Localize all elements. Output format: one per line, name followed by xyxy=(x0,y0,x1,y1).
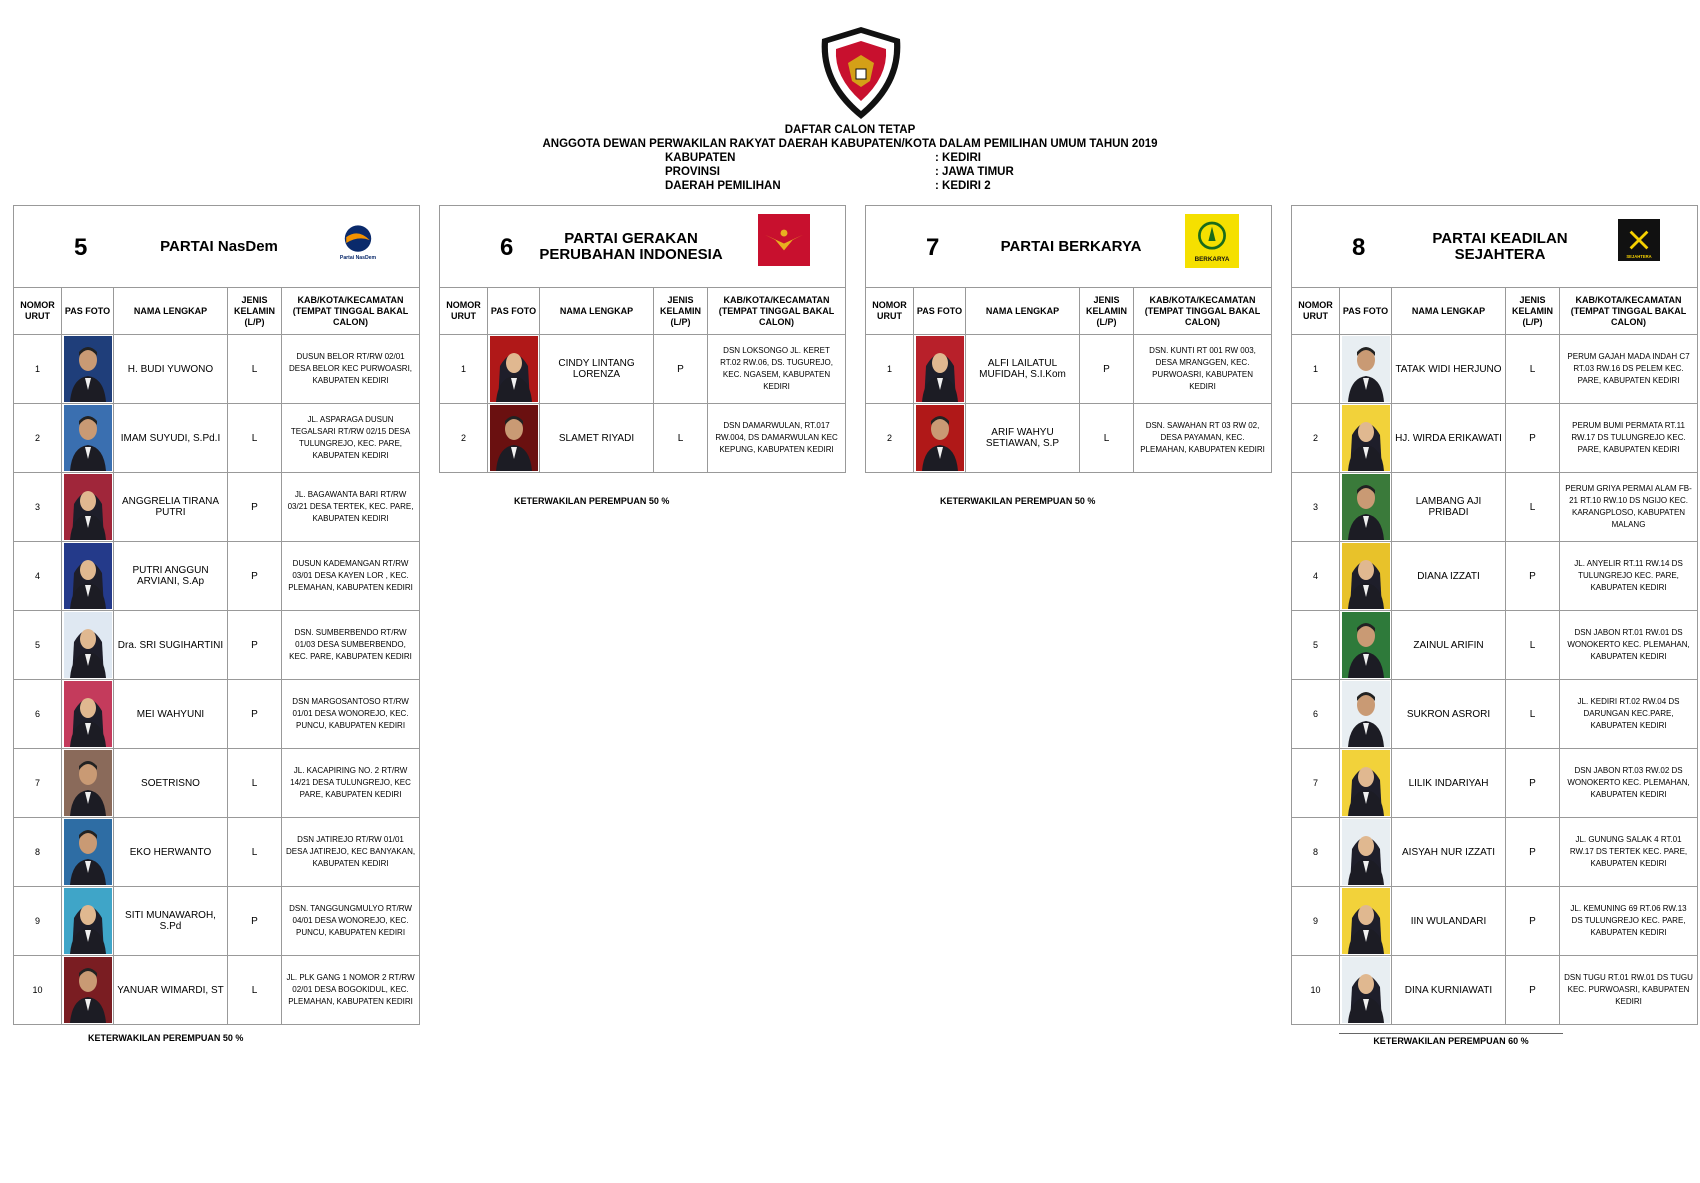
party-number: 6 xyxy=(500,234,514,261)
candidate-row xyxy=(14,680,420,749)
party-name: PARTAI KEADILAN SEJAHTERA xyxy=(1432,229,1568,263)
candidate-table xyxy=(439,205,846,473)
meta-key: KABUPATEN xyxy=(665,152,736,164)
col-header-name: NAMA LENGKAP xyxy=(114,288,228,335)
candidate-photo xyxy=(64,405,112,471)
doc-meta xyxy=(665,151,1014,193)
candidate-row xyxy=(14,887,420,956)
candidate-sex: P xyxy=(1506,818,1560,887)
women-representation-note: KETERWAKILAN PEREMPUAN 50 % xyxy=(88,1033,244,1043)
candidate-name: HJ. WIRDA ERIKAWATI xyxy=(1392,404,1506,473)
party-banner xyxy=(14,206,420,288)
nasdem-logo xyxy=(336,218,380,268)
candidate-name: DINA KURNIAWATI xyxy=(1392,956,1506,1025)
candidate-number: 10 xyxy=(1292,956,1340,1025)
candidate-sex: P xyxy=(228,680,282,749)
candidate-sex: L xyxy=(228,404,282,473)
document-header xyxy=(0,123,1700,151)
meta-row xyxy=(665,165,1014,179)
candidate-name: ALFI LAILATUL MUFIDAH, S.I.Kom xyxy=(966,335,1080,404)
candidate-number: 10 xyxy=(14,956,62,1025)
candidate-sex: L xyxy=(228,956,282,1025)
candidate-sex: P xyxy=(228,542,282,611)
candidate-sex: P xyxy=(654,335,708,404)
candidate-address: JL. KACAPIRING NO. 2 RT/RW 14/21 DESA TULUNGREJO, KEC PARE, KABUPATEN KEDIRI xyxy=(282,749,420,818)
party-banner-row xyxy=(866,206,1272,288)
candidate-photo-cell xyxy=(62,404,114,473)
candidate-address: DSN MARGOSANTOSO RT/RW 01/01 DESA WONOREJO, KEC. PUNCU, KABUPATEN KEDIRI xyxy=(282,680,420,749)
candidate-row xyxy=(14,611,420,680)
women-representation-note: KETERWAKILAN PEREMPUAN 60 % xyxy=(1339,1033,1563,1046)
candidate-name: DIANA IZZATI xyxy=(1392,542,1506,611)
candidate-photo xyxy=(64,750,112,816)
candidate-row xyxy=(866,335,1272,404)
candidate-number: 6 xyxy=(1292,680,1340,749)
candidate-address: DSN DAMARWULAN, RT.017 RW.004, DS DAMARWULAN KEC KEPUNG, KABUPATEN KEDIRI xyxy=(708,404,846,473)
candidate-photo-cell xyxy=(62,887,114,956)
candidate-sex: L xyxy=(228,818,282,887)
party-banner xyxy=(1292,206,1698,288)
candidate-sex: L xyxy=(1506,611,1560,680)
candidate-number: 3 xyxy=(14,473,62,542)
pks-logo xyxy=(1618,216,1660,264)
candidate-address: DUSUN KADEMANGAN RT/RW 03/01 DESA KAYEN LOR , KEC. PLEMAHAN, KABUPATEN KEDIRI xyxy=(282,542,420,611)
party-panel-7 xyxy=(865,205,1271,473)
candidate-address: DSN. SAWAHAN RT 03 RW 02, DESA PAYAMAN, KEC. PLEMAHAN, KABUPATEN KEDIRI xyxy=(1134,404,1272,473)
candidate-photo-cell xyxy=(1340,680,1392,749)
candidate-photo xyxy=(1342,750,1390,816)
party-banner-row xyxy=(440,206,846,288)
candidate-row xyxy=(1292,542,1698,611)
candidate-photo-cell xyxy=(1340,818,1392,887)
candidate-name: ARIF WAHYU SETIAWAN, S.P xyxy=(966,404,1080,473)
candidate-row xyxy=(1292,473,1698,542)
candidate-number: 1 xyxy=(440,335,488,404)
candidate-row xyxy=(1292,956,1698,1025)
candidate-photo-cell xyxy=(62,749,114,818)
candidate-photo xyxy=(64,957,112,1023)
col-header-name: NAMA LENGKAP xyxy=(966,288,1080,335)
candidate-name: SITI MUNAWAROH, S.Pd xyxy=(114,887,228,956)
candidate-photo xyxy=(1342,336,1390,402)
meta-key: PROVINSI xyxy=(665,166,720,178)
candidate-number: 3 xyxy=(1292,473,1340,542)
candidate-photo-cell xyxy=(62,680,114,749)
candidate-number: 2 xyxy=(866,404,914,473)
candidate-sex: P xyxy=(1506,542,1560,611)
candidate-name: MEI WAHYUNI xyxy=(114,680,228,749)
candidate-row xyxy=(866,404,1272,473)
party-banner-row xyxy=(14,206,420,288)
candidate-photo-cell xyxy=(914,335,966,404)
candidate-photo xyxy=(490,336,538,402)
col-header-name: NAMA LENGKAP xyxy=(1392,288,1506,335)
candidate-number: 5 xyxy=(1292,611,1340,680)
candidate-number: 8 xyxy=(14,818,62,887)
candidate-number: 7 xyxy=(1292,749,1340,818)
party-banner xyxy=(440,206,846,288)
meta-value: : JAWA TIMUR xyxy=(935,166,1014,178)
candidate-number: 2 xyxy=(1292,404,1340,473)
column-header-row xyxy=(1292,288,1698,335)
candidate-address: PERUM GAJAH MADA INDAH C7 RT.03 RW.16 DS PELEM KEC. PARE, KABUPATEN KEDIRI xyxy=(1560,335,1698,404)
candidate-address: PERUM GRIYA PERMAI ALAM FB-21 RT.10 RW.10 DS NGIJO KEC. KARANGPLOSO, KABUPATEN MALANG xyxy=(1560,473,1698,542)
col-header-sex: JENIS KELAMIN (L/P) xyxy=(1080,288,1134,335)
candidate-row xyxy=(14,956,420,1025)
candidate-number: 1 xyxy=(866,335,914,404)
candidate-photo xyxy=(64,888,112,954)
svg-text:Partai NasDem: Partai NasDem xyxy=(339,255,377,262)
candidate-photo xyxy=(490,405,538,471)
candidate-row xyxy=(1292,611,1698,680)
candidate-photo-cell xyxy=(62,473,114,542)
candidate-sex: P xyxy=(1506,887,1560,956)
candidate-sex: L xyxy=(1506,335,1560,404)
candidate-address: DSN. TANGGUNGMULYO RT/RW 04/01 DESA WONOREJO, KEC. PUNCU, KABUPATEN KEDIRI xyxy=(282,887,420,956)
candidate-row xyxy=(440,335,846,404)
candidate-table xyxy=(13,205,420,1025)
candidate-sex: P xyxy=(1080,335,1134,404)
column-header-row xyxy=(866,288,1272,335)
candidate-photo xyxy=(64,819,112,885)
candidate-number: 5 xyxy=(14,611,62,680)
candidate-row xyxy=(1292,818,1698,887)
col-header-name: NAMA LENGKAP xyxy=(540,288,654,335)
candidate-name: LAMBANG AJI PRIBADI xyxy=(1392,473,1506,542)
col-header-no: NOMOR URUT xyxy=(866,288,914,335)
col-header-addr: KAB/KOTA/KECAMATAN (TEMPAT TINGGAL BAKAL CALON) xyxy=(1560,288,1698,335)
candidate-photo-cell xyxy=(1340,956,1392,1025)
candidate-photo-cell xyxy=(1340,611,1392,680)
candidate-name: CINDY LINTANG LORENZA xyxy=(540,335,654,404)
party-number: 7 xyxy=(926,234,940,261)
candidate-row xyxy=(14,404,420,473)
candidate-photo xyxy=(916,336,964,402)
candidate-number: 6 xyxy=(14,680,62,749)
candidate-photo xyxy=(1342,612,1390,678)
meta-row xyxy=(665,179,1014,193)
candidate-address: DSN TUGU RT.01 RW.01 DS TUGU KEC. PURWOASRI, KABUPATEN KEDIRI xyxy=(1560,956,1698,1025)
candidate-row xyxy=(14,335,420,404)
candidate-row xyxy=(14,749,420,818)
candidate-row xyxy=(1292,887,1698,956)
candidate-number: 2 xyxy=(440,404,488,473)
berkarya-logo xyxy=(1184,214,1240,268)
candidate-name: TATAK WIDI HERJUNO xyxy=(1392,335,1506,404)
women-representation-note: KETERWAKILAN PEREMPUAN 50 % xyxy=(514,496,670,506)
candidate-address: DSN JATIREJO RT/RW 01/01 DESA JATIREJO, KEC BANYAKAN, KABUPATEN KEDIRI xyxy=(282,818,420,887)
candidate-name: H. BUDI YUWONO xyxy=(114,335,228,404)
candidate-photo xyxy=(1342,957,1390,1023)
candidate-number: 9 xyxy=(1292,887,1340,956)
col-header-no: NOMOR URUT xyxy=(14,288,62,335)
meta-value: : KEDIRI 2 xyxy=(935,180,991,192)
candidate-name: Dra. SRI SUGIHARTINI xyxy=(114,611,228,680)
doc-subtitle: ANGGOTA DEWAN PERWAKILAN RAKYAT DAERAH KABUPATEN/KOTA DALAM PEMILIHAN UMUM TAHUN 2019 xyxy=(542,138,1158,150)
candidate-number: 4 xyxy=(1292,542,1340,611)
candidate-photo-cell xyxy=(1340,887,1392,956)
candidate-address: JL. ANYELIR RT.11 RW.14 DS TULUNGREJO KEC. PARE, KABUPATEN KEDIRI xyxy=(1560,542,1698,611)
candidate-number: 4 xyxy=(14,542,62,611)
candidate-row xyxy=(440,404,846,473)
doc-title: DAFTAR CALON TETAP xyxy=(784,124,916,136)
candidate-row xyxy=(1292,680,1698,749)
candidate-name: IMAM SUYUDI, S.Pd.I xyxy=(114,404,228,473)
candidate-address: DUSUN BELOR RT/RW 02/01 DESA BELOR KEC PURWOASRI, KABUPATEN KEDIRI xyxy=(282,335,420,404)
candidate-number: 7 xyxy=(14,749,62,818)
candidate-photo xyxy=(64,336,112,402)
candidate-sex: P xyxy=(228,887,282,956)
candidate-photo xyxy=(1342,405,1390,471)
candidate-sex: L xyxy=(654,404,708,473)
candidate-row xyxy=(1292,749,1698,818)
col-header-addr: KAB/KOTA/KECAMATAN (TEMPAT TINGGAL BAKAL CALON) xyxy=(282,288,420,335)
women-representation-note: KETERWAKILAN PEREMPUAN 50 % xyxy=(940,496,1096,506)
candidate-address: JL. BAGAWANTA BARI RT/RW 03/21 DESA TERTEK, KEC. PARE, KABUPATEN KEDIRI xyxy=(282,473,420,542)
candidate-name: SLAMET RIYADI xyxy=(540,404,654,473)
col-header-photo: PAS FOTO xyxy=(488,288,540,335)
col-header-photo: PAS FOTO xyxy=(62,288,114,335)
candidate-name: EKO HERWANTO xyxy=(114,818,228,887)
party-name: PARTAI GERAKAN PERUBAHAN INDONESIA xyxy=(539,229,723,263)
column-header-row xyxy=(14,288,420,335)
candidate-address: DSN JABON RT.03 RW.02 DS WONOKERTO KEC. PLEMAHAN, KABUPATEN KEDIRI xyxy=(1560,749,1698,818)
candidate-address: JL. ASPARAGA DUSUN TEGALSARI RT/RW 02/15 DESA TULUNGREJO, KEC. PARE, KABUPATEN KEDIRI xyxy=(282,404,420,473)
candidate-sex: P xyxy=(1506,404,1560,473)
candidate-row xyxy=(14,542,420,611)
candidate-address: DSN. KUNTI RT 001 RW 003, DESA MRANGGEN, KEC. PURWOASRI, KABUPATEN KEDIRI xyxy=(1134,335,1272,404)
column-header-row xyxy=(440,288,846,335)
candidate-photo xyxy=(64,543,112,609)
candidate-address: DSN. SUMBERBENDO RT/RW 01/03 DESA SUMBERBENDO, KEC. PARE, KABUPATEN KEDIRI xyxy=(282,611,420,680)
candidate-name: PUTRI ANGGUN ARVIANI, S.Ap xyxy=(114,542,228,611)
candidate-address: DSN LOKSONGO JL. KERET RT.02 RW.06, DS. TUGUREJO, KEC. NGASEM, KABUPATEN KEDIRI xyxy=(708,335,846,404)
candidate-row xyxy=(14,818,420,887)
candidate-photo xyxy=(64,681,112,747)
candidate-photo-cell xyxy=(62,818,114,887)
col-header-addr: KAB/KOTA/KECAMATAN (TEMPAT TINGGAL BAKAL CALON) xyxy=(708,288,846,335)
candidate-row xyxy=(1292,335,1698,404)
candidate-photo xyxy=(64,612,112,678)
candidate-photo-cell xyxy=(914,404,966,473)
candidate-name: ANGGRELIA TIRANA PUTRI xyxy=(114,473,228,542)
candidate-photo xyxy=(1342,819,1390,885)
candidate-photo xyxy=(1342,681,1390,747)
meta-key: DAERAH PEMILIHAN xyxy=(665,180,781,192)
candidate-name: SOETRISNO xyxy=(114,749,228,818)
party-name: PARTAI NasDem xyxy=(160,237,278,255)
col-header-no: NOMOR URUT xyxy=(440,288,488,335)
candidate-table xyxy=(865,205,1272,473)
candidate-row xyxy=(14,473,420,542)
party-number: 5 xyxy=(74,234,88,261)
candidate-photo-cell xyxy=(488,404,540,473)
candidate-name: LILIK INDARIYAH xyxy=(1392,749,1506,818)
candidate-sex: L xyxy=(1506,473,1560,542)
candidate-sex: P xyxy=(1506,956,1560,1025)
candidate-address: JL. PLK GANG 1 NOMOR 2 RT/RW 02/01 DESA BOGOKIDUL, KEC. PLEMAHAN, KABUPATEN KEDIRI xyxy=(282,956,420,1025)
col-header-photo: PAS FOTO xyxy=(914,288,966,335)
candidate-photo xyxy=(1342,543,1390,609)
candidate-photo-cell xyxy=(1340,404,1392,473)
candidate-photo xyxy=(64,474,112,540)
col-header-no: NOMOR URUT xyxy=(1292,288,1340,335)
candidate-name: SUKRON ASRORI xyxy=(1392,680,1506,749)
candidate-photo xyxy=(916,405,964,471)
col-header-sex: JENIS KELAMIN (L/P) xyxy=(1506,288,1560,335)
party-number: 8 xyxy=(1352,234,1366,261)
col-header-addr: KAB/KOTA/KECAMATAN (TEMPAT TINGGAL BAKAL CALON) xyxy=(1134,288,1272,335)
candidate-sex: L xyxy=(228,749,282,818)
candidate-photo-cell xyxy=(1340,473,1392,542)
meta-row xyxy=(665,151,1014,165)
candidate-number: 8 xyxy=(1292,818,1340,887)
candidate-sex: L xyxy=(228,335,282,404)
candidate-photo xyxy=(1342,888,1390,954)
candidate-row xyxy=(1292,404,1698,473)
candidate-photo-cell xyxy=(1340,749,1392,818)
kpu-logo xyxy=(818,25,904,121)
candidate-address: JL. KEDIRI RT.02 RW.04 DS DARUNGAN KEC.PARE, KABUPATEN KEDIRI xyxy=(1560,680,1698,749)
candidate-address: JL. KEMUNING 69 RT.06 RW.13 DS TULUNGREJO KEC. PARE, KABUPATEN KEDIRI xyxy=(1560,887,1698,956)
candidate-photo-cell xyxy=(62,956,114,1025)
candidate-number: 9 xyxy=(14,887,62,956)
candidate-photo-cell xyxy=(1340,542,1392,611)
candidate-sex: L xyxy=(1080,404,1134,473)
candidate-photo-cell xyxy=(62,611,114,680)
col-header-sex: JENIS KELAMIN (L/P) xyxy=(654,288,708,335)
candidate-photo-cell xyxy=(62,335,114,404)
party-banner xyxy=(866,206,1272,288)
candidate-name: IIN WULANDARI xyxy=(1392,887,1506,956)
candidate-sex: P xyxy=(228,473,282,542)
party-name: PARTAI BERKARYA xyxy=(1000,237,1142,255)
candidate-photo-cell xyxy=(1340,335,1392,404)
candidate-sex: P xyxy=(228,611,282,680)
candidate-address: DSN JABON RT.01 RW.01 DS WONOKERTO KEC. PLEMAHAN, KABUPATEN KEDIRI xyxy=(1560,611,1698,680)
candidate-address: PERUM BUMI PERMATA RT.11 RW.17 DS TULUNGREJO KEC. PARE, KABUPATEN KEDIRI xyxy=(1560,404,1698,473)
candidate-name: ZAINUL ARIFIN xyxy=(1392,611,1506,680)
meta-value: : KEDIRI xyxy=(935,152,981,164)
candidate-photo-cell xyxy=(488,335,540,404)
candidate-number: 2 xyxy=(14,404,62,473)
party-panel-6 xyxy=(439,205,845,473)
candidate-photo xyxy=(1342,474,1390,540)
svg-text:BERKARYA: BERKARYA xyxy=(1194,255,1230,263)
col-header-photo: PAS FOTO xyxy=(1340,288,1392,335)
svg-text:SEJAHTERA: SEJAHTERA xyxy=(1626,254,1652,260)
party-panel-8 xyxy=(1291,205,1697,1025)
candidate-address: JL. GUNUNG SALAK 4 RT.01 RW.17 DS TERTEK KEC. PARE, KABUPATEN KEDIRI xyxy=(1560,818,1698,887)
candidate-photo-cell xyxy=(62,542,114,611)
candidate-sex: P xyxy=(1506,749,1560,818)
candidate-name: AISYAH NUR IZZATI xyxy=(1392,818,1506,887)
party-panel-5 xyxy=(13,205,419,1025)
candidate-number: 1 xyxy=(1292,335,1340,404)
candidate-sex: L xyxy=(1506,680,1560,749)
garuda-logo xyxy=(752,214,816,266)
party-banner-row xyxy=(1292,206,1698,288)
col-header-sex: JENIS KELAMIN (L/P) xyxy=(228,288,282,335)
candidate-name: YANUAR WIMARDI, ST xyxy=(114,956,228,1025)
candidate-table xyxy=(1291,205,1698,1025)
candidate-number: 1 xyxy=(14,335,62,404)
